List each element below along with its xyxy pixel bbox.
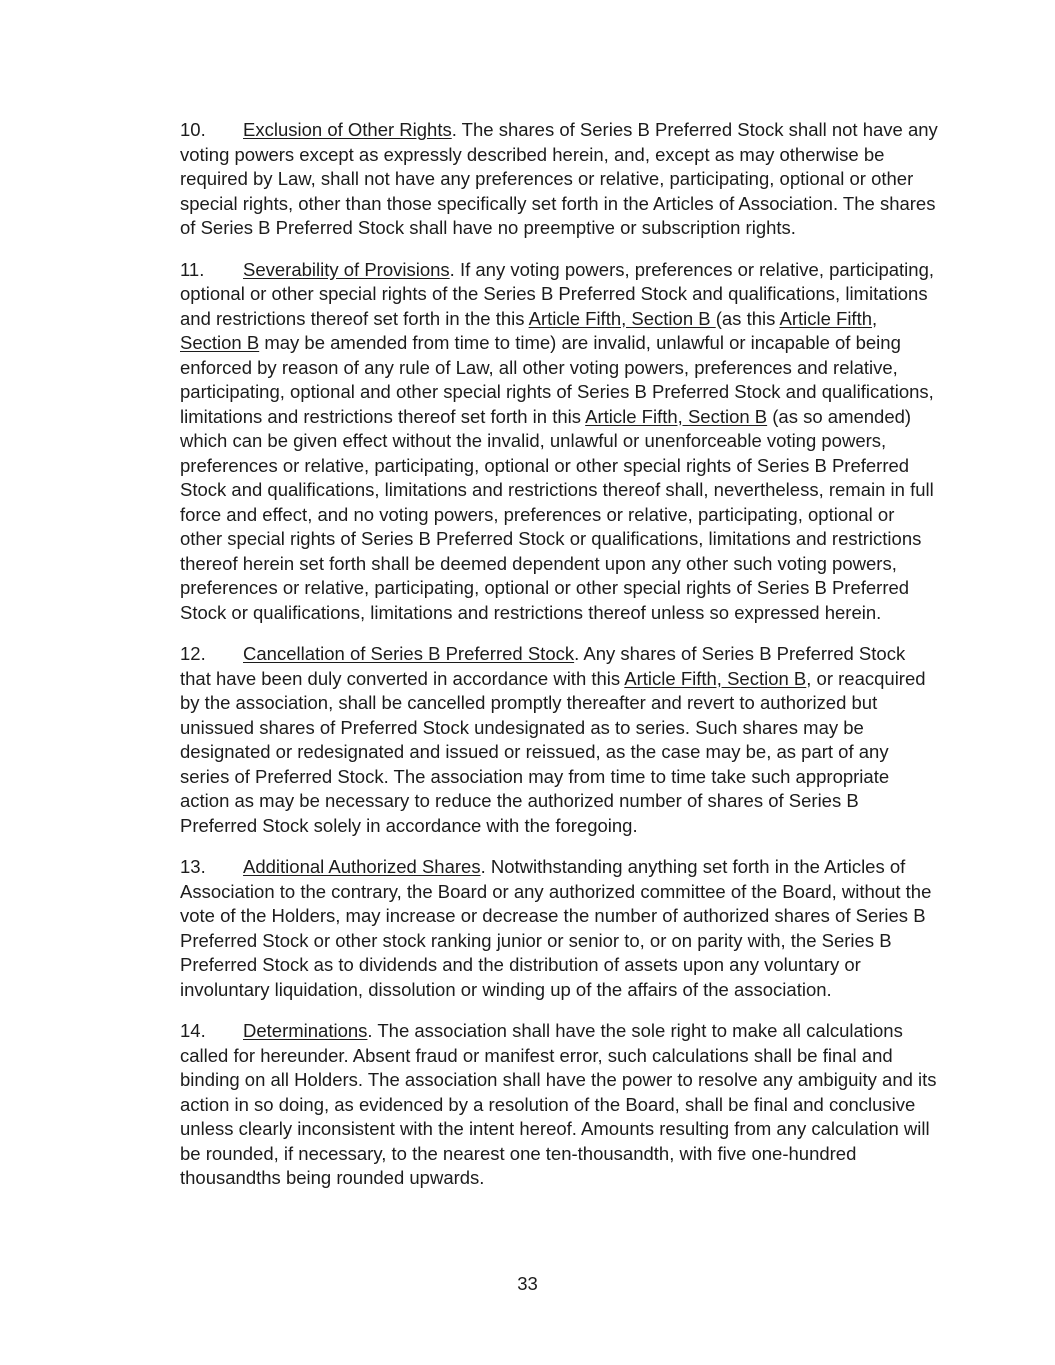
paragraph-10 xyxy=(180,118,938,241)
paragraph-text: . The shares of Series B Preferred Stock shall not have any voting powers except as expressly described herein, and, except as may otherwise be required by Law, shall not have any preferences or relative, participating, optional or other special rights, other than those specifically set forth in the Articles of Association. The shares of Series B Preferred Stock shall have no preemptive or subscription rights. xyxy=(180,119,938,238)
paragraph-12 xyxy=(180,642,938,838)
paragraph-number: 14. xyxy=(180,1020,206,1041)
underlined-reference: Article Fifth, Section B xyxy=(585,405,768,427)
underlined-reference: Determinations xyxy=(243,1020,368,1041)
paragraph-number: 12. xyxy=(180,643,206,664)
underlined-reference: Article Fifth, Section B xyxy=(528,307,716,329)
paragraph-text: . If any voting powers, preferences or relative, participating, optional or other special rights of the Series B Preferred Stock and qualifications, limitations and restrictions thereof set forth in the this xyxy=(180,258,934,329)
paragraph-text: . Any shares of Series B Preferred Stock that have been duly converted in accordance with this xyxy=(180,643,906,689)
paragraph-13 xyxy=(180,855,938,1002)
paragraph-11 xyxy=(180,258,938,626)
paragraph-text: . The association shall have the sole right to make all calculations called for hereunder. Absent fraud or manifest error, such calculations shall be final and binding on all Holders. The association shall have the power to resolve any ambiguity and its action in so doing, as evidenced by a resolution of the Board, shall be final and conclusive unless clearly inconsistent with the intent hereof. Amounts resulting from any calculation will be rounded, if necessary, to the nearest one ten-thousandth, with five one-hundred thousandths being rounded upwards. xyxy=(180,1020,937,1188)
paragraph-text: , xyxy=(872,307,878,329)
page-number: 33 xyxy=(517,1273,538,1294)
underlined-reference: Article Fifth, Section B xyxy=(624,667,807,689)
underlined-reference: Additional Authorized Shares xyxy=(243,856,481,877)
paragraph-number: 13. xyxy=(180,856,206,877)
paragraph-text: may be amended from time to time) are invalid, unlawful or incapable of being enforced by reason of any rule of Law, all other voting powers, preferences and relative, participating, optional and other special rights of Series B Preferred Stock and qualifications, limitations and restrictions thereof set forth in this xyxy=(180,332,934,427)
document-body xyxy=(180,118,938,1208)
paragraph-14 xyxy=(180,1019,938,1191)
underlined-reference: Article Fifth xyxy=(779,307,873,329)
paragraph-text: . Notwithstanding anything set forth in the Articles of Association to the contrary, the Board or any authorized committee of the Board, without the vote of the Holders, may increase or decrease the number of authorized shares of Series B Preferred Stock or other stock ranking junior or senior to, or on parity with, the Series B Preferred Stock as to dividends and the distribution of assets upon any voluntary or involuntary liquidation, dissolution or winding up of the affairs of the association. xyxy=(180,856,932,1000)
underlined-reference: Section B xyxy=(180,332,260,353)
paragraph-text: (as this xyxy=(715,307,780,329)
underlined-reference: Cancellation of Series B Preferred Stock xyxy=(243,643,575,664)
underlined-reference: Exclusion of Other Rights xyxy=(243,119,452,140)
paragraph-number: 10. xyxy=(180,119,206,140)
paragraph-number: 11. xyxy=(180,258,205,280)
underlined-reference: Severability of Provisions xyxy=(243,258,450,280)
paragraph-text: , or reacquired by the association, shall be cancelled promptly thereafter and revert to authorized but unissued shares of Preferred Stock undesignated as to series. Such shares may be designated or redesignated and issued or reissued, as the case may be, as part of any series of Preferred Stock. The association may from time to time take such appropriate action as may be necessary to reduce the authorized number of shares of Series B Preferred Stock solely in accordance with the foregoing. xyxy=(180,667,926,836)
paragraph-text: (as so amended) which can be given effect without the invalid, unlawful or unenforceable voting powers, preferences or relative, participating, optional or other special rights of Series B Preferred Stock and qualifications, limitations and restrictions thereof shall, nevertheless, remain in full force and effect, and no voting powers, preferences or relative, participating, optional or other special rights of Series B Preferred Stock or qualifications, limitations and restrictions thereof herein set forth shall be deemed dependent upon any other such voting powers, preferences or relative, participating, optional or other special rights of Series B Preferred Stock or qualifications, limitations and restrictions thereof unless so expressed herein. xyxy=(180,405,934,623)
